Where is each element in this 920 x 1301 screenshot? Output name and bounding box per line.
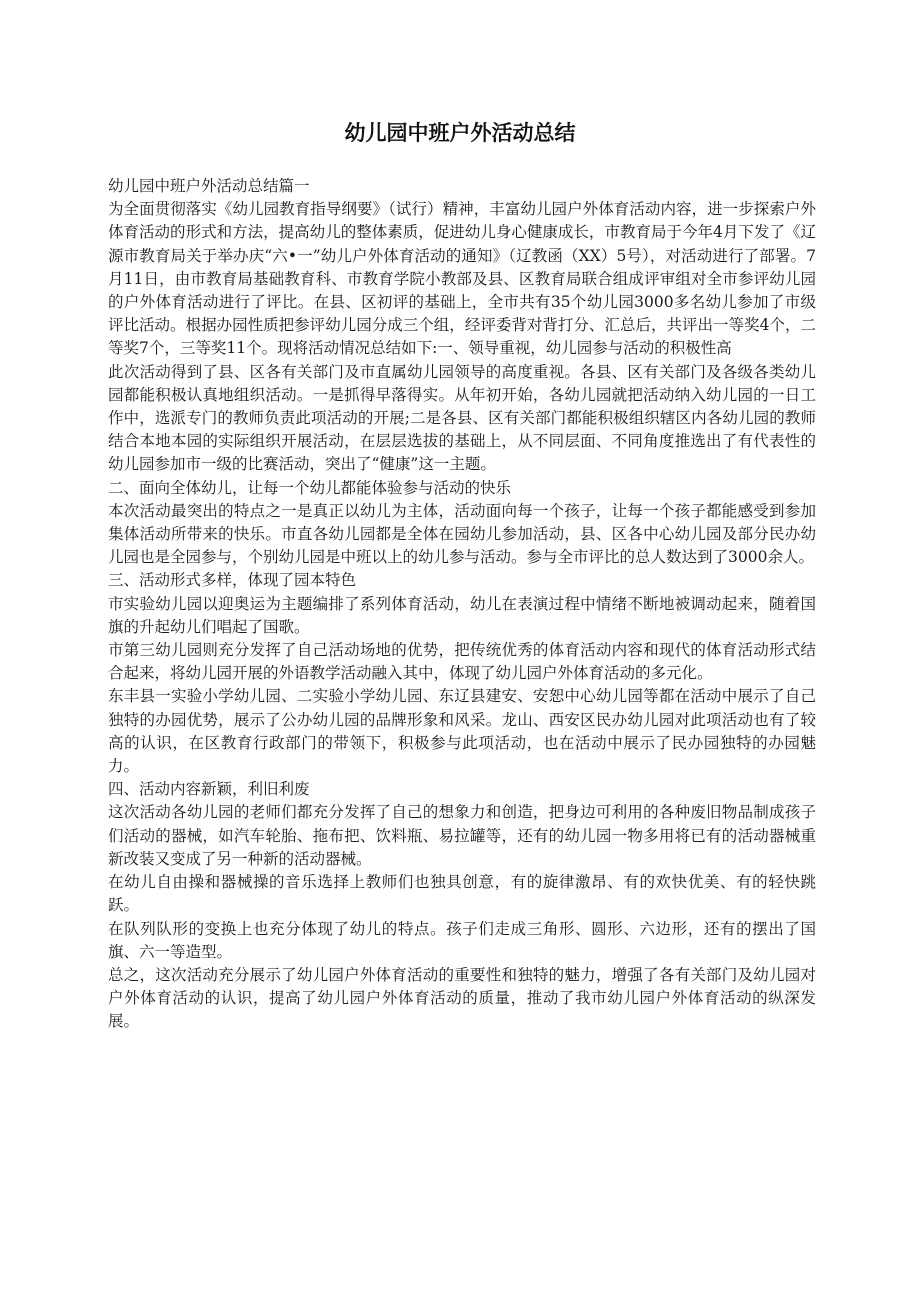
section-heading: 三、活动形式多样，体现了园本特色 [108, 571, 357, 590]
paragraph: 总之，这次活动充分展示了幼儿园户外体育活动的重要性和独特的魅力，增强了各有关部门及幼儿园对户外体育活动的认识，提高了幼儿园户外体育活动的质量，推动了我市幼儿园户外体育活动的纵深发展。 [108, 965, 816, 1031]
paragraph: 市第三幼儿园则充分发挥了自己活动场地的优势，把传统优秀的体育活动内容和现代的体育活动形式结合起来，将幼儿园开展的外语教学活动融入其中，体现了幼儿园户外体育活动的多元化。 [108, 641, 816, 683]
paragraph: 市实验幼儿园以迎奥运为主题编排了系列体育活动，幼儿在表演过程中情绪不断地被调动起来，随着国旗的升起幼儿们唱起了国歌。 [108, 594, 816, 636]
section-heading: 四、活动内容新颖，利旧利废 [108, 780, 310, 799]
document-title: 幼儿园中班户外活动总结 [344, 121, 576, 145]
paragraph: 此次活动得到了县、区各有关部门及市直属幼儿园领导的高度重视。各县、区有关部门及各级各类幼儿园都能积极认真地组织活动。一是抓得早落得实。从年初开始，各幼儿园就把活动纳入幼儿园的一日工作中，选派专门的教师负责此项活动的开展;二是各县、区有关部门都能积极组织辖区内各幼儿园的教师结合本地本园的实际组织开展活动，在层层选拔的基础上，从不同层面、不同角度推选出了有代表性的幼儿园参加市一级的比赛活动，突出了“健康”这一主题。 [108, 362, 816, 474]
paragraph: 这次活动各幼儿园的老师们都充分发挥了自己的想象力和创造，把身边可利用的各种废旧物品制成孩子们活动的器械，如汽车轮胎、拖布把、饮料瓶、易拉罐等，还有的幼儿园一物多用将已有的活动器械重新改装又变成了另一种新的活动器械。 [108, 803, 816, 868]
paragraph: 为全面贯彻落实《幼儿园教育指导纲要》（试行）精神，丰富幼儿园户外体育活动内容，进一步探索户外体育活动的形式和方法，提高幼儿的整体素质，促进幼儿身心健康成长，市教育局于今年4月下发了《辽源市教育局关于举办庆“六•一”幼儿户外体育活动的通知》（辽教函（XX）5号），对活动进行了部署。7月11日，由市教育局基础教育科、市教育学院小教部及县、区教育局联合组成评审组对全市参评幼儿园的户外体育活动进行了评比。在县、区初评的基础上，全市共有35个幼儿园3000多名幼儿参加了市级评比活动。根据办园性质把参评幼儿园分成三个组，经评委背对背打分、汇总后，共评出一等奖4个，二等奖7个，三等奖11个。现将活动情况总结如下:一、领导重视，幼儿园参与活动的积极性高 [108, 200, 816, 358]
paragraph: 在幼儿自由操和器械操的音乐选择上教师们也独具创意，有的旋律激昂、有的欢快优美、有的轻快跳跃。 [108, 873, 816, 915]
section-heading: 二、面向全体幼儿，让每一个幼儿都能体验参与活动的快乐 [108, 478, 512, 497]
paragraph: 东丰县一实验小学幼儿园、二实验小学幼儿园、东辽县建安、安恕中心幼儿园等都在活动中展示了自己独特的办园优势，展示了公办幼儿园的品牌形象和风采。龙山、西安区民办幼儿园对此项活动也有了较高的认识，在区教育行政部门的带领下，积极参与此项活动，也在活动中展示了民办园独特的办园魅力。 [108, 687, 816, 776]
document-body [108, 175, 816, 1034]
paragraph: 在队列队形的变换上也充分体现了幼儿的特点。孩子们走成三角形、圆形、六边形，还有的摆出了国旗、六一等造型。 [108, 919, 816, 961]
paragraph: 本次活动最突出的特点之一是真正以幼儿为主体，活动面向每一个孩子，让每一个孩子都能感受到参加集体活动所带来的快乐。市直各幼儿园都是全体在园幼儿参加活动，县、区各中心幼儿园及部分民办幼儿园也是全园参与，个别幼儿园是中班以上的幼儿参与活动。参与全市评比的总人数达到了3000余人。 [108, 501, 816, 567]
section-heading: 幼儿园中班户外活动总结篇一 [108, 177, 310, 195]
